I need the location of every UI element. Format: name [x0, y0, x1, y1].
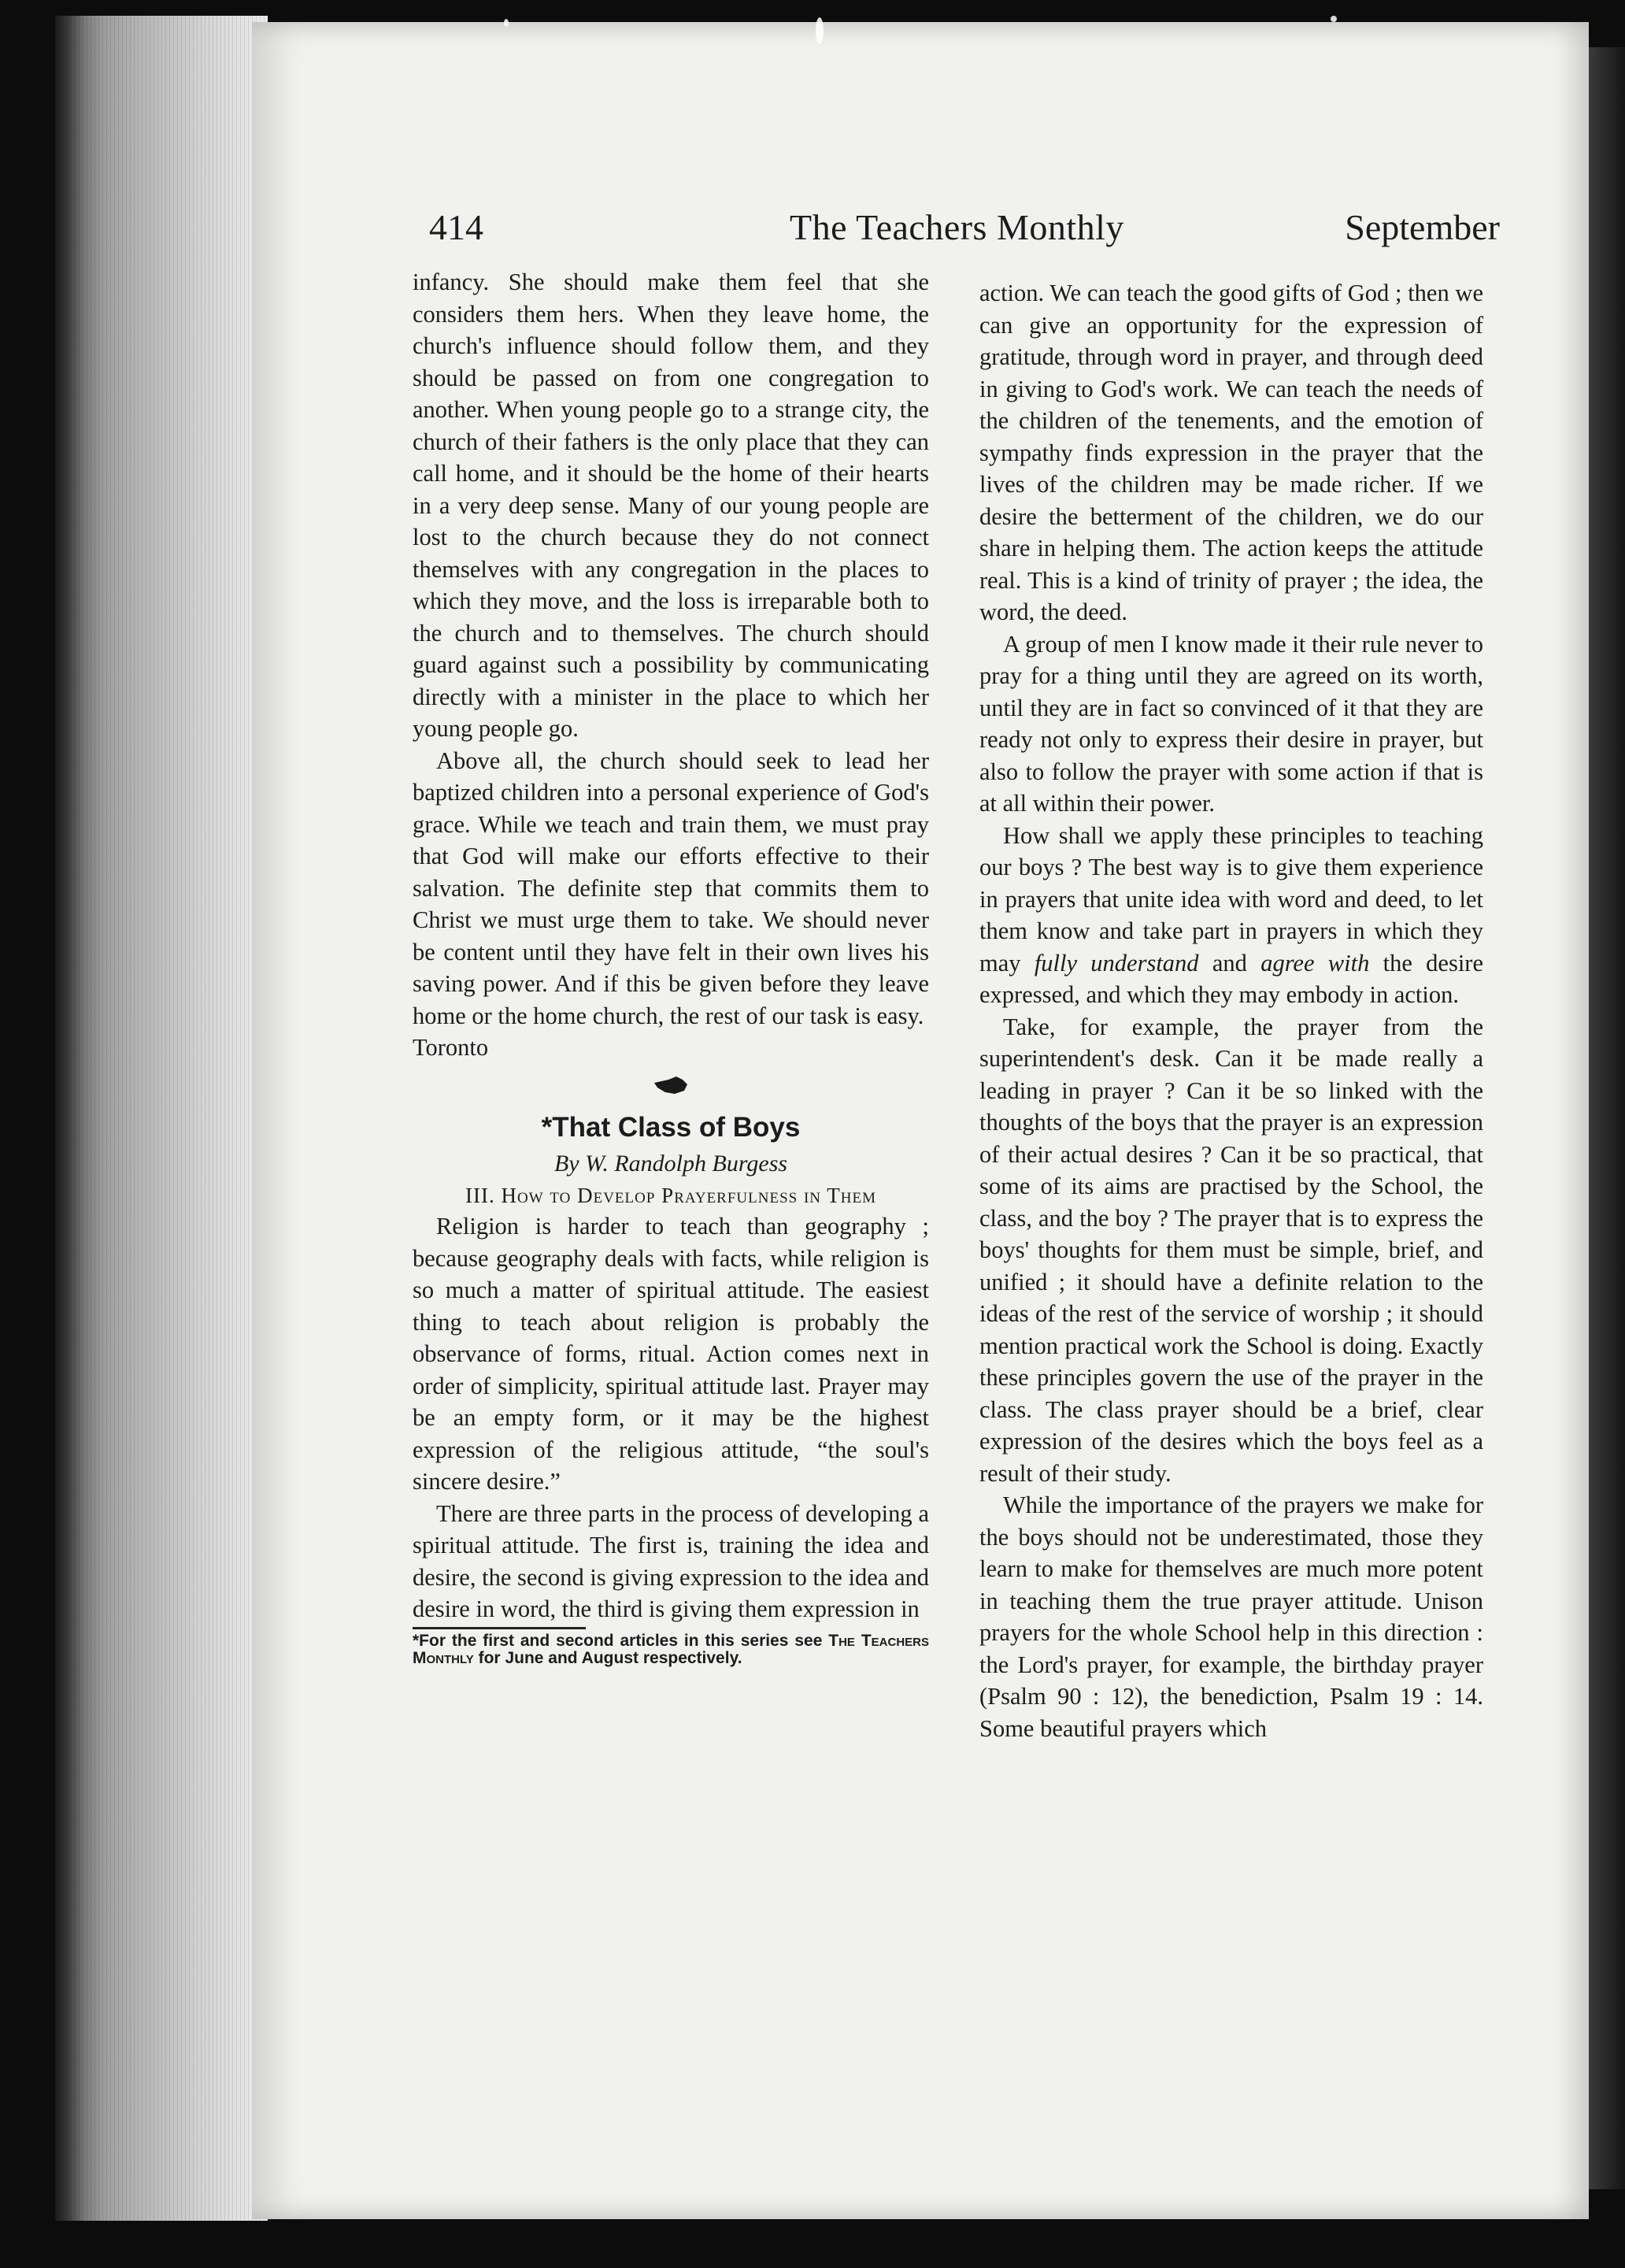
running-head	[429, 206, 1500, 254]
paragraph: Above all, the church should seek to lead her baptized children into a personal experience of God's grace. While we teach and train them, we must pray that God will make our efforts effective to their salvation. The definite step that commits them to Christ we must urge them to take. We should never be content until they have felt in their own lives his saving power. And if this be given before they leave home or the home church, the rest of our task is easy.	[413, 747, 929, 1029]
paragraph: Religion is harder to teach than geography ; because geography deals with facts, while religion is so much a matter of spiritual attitude. The easiest thing to teach about religion is probably the observance of forms, ritual. Action comes next in order of simplicity, spiritual attitude last. Prayer may be an empty form, or it may be the highest expression of the religious attitude, “the soul's sincere desire.”	[413, 1213, 929, 1495]
article-title: *That Class of Boys	[541, 1112, 801, 1143]
signoff-location: Toronto	[413, 1034, 489, 1061]
article-byline: By W. Randolph Burgess	[553, 1151, 788, 1177]
facing-page-edge	[1589, 47, 1625, 2189]
text-run: and	[1198, 949, 1261, 976]
left-column	[413, 266, 929, 1667]
paragraph: action. We can teach the good gifts of God ; then we can give an opportunity for the expression of gratitude, through word in prayer, and through deed in giving to God's work. We can teach the needs of the children of the tenements, and the emotion of sympathy finds expression in the prayer that the lives of the children may be made richer. If we desire the betterment of the children, we do our share in helping them. The action keeps the attitude real. This is a kind of trinity of prayer ; the idea, the word, the deed.	[979, 280, 1483, 625]
footnote-prefix: *For the first and second articles in this series see	[413, 1631, 829, 1650]
italic-phrase: fully understand	[1034, 949, 1199, 976]
text-run: the desire expressed, and which they may embody in action.	[979, 949, 1484, 1008]
page-number: 414	[429, 207, 483, 247]
paragraph: Take, for example, the prayer from the superintendent's desk. Can it be made really a leading in prayer ? Can it be so linked with the thoughts of the boys that the prayer is an expression of their actual desires ? Can it be so practical, that some of its aims are practised by the School, the class, and the boy ? The prayer that is to express the boys' thoughts for them must be simple, brief, and unified ; it should have a definite relation to the ideas of the rest of the service of worship ; it should mention practical work the School is doing. Exactly these principles govern the use of the prayer in the class. The class prayer should be a brief, clear expression of the desires which the boys feel as a result of their study.	[979, 1013, 1483, 1487]
book-page-edges	[55, 16, 268, 2221]
paragraph: While the importance of the prayers we make for the boys should not be underestimated, those they learn to make for themselves are much more potent in teaching them the true prayer attitude. Unison prayers for the whole School help in this direction : the Lord's prayer, for example, the birthday prayer (Psalm 90 : 12), the benediction, Psalm 19 : 14. Some beautiful prayers which	[979, 1492, 1483, 1742]
section-heading: III. How to Develop Prayerfulness in Them	[465, 1184, 876, 1207]
paragraph	[979, 820, 1483, 1011]
paragraph: A group of men I know made it their rule never to pray for a thing until they are agreed on its worth, until they are in fact so convinced of it that they are ready not only to express their desire in prayer, but also to follow the prayer with some action if that is at all within their power.	[979, 630, 1483, 817]
scan-artifact	[1331, 16, 1337, 22]
scan-artifact	[816, 17, 824, 44]
footnote	[413, 1632, 929, 1667]
paragraph: There are three parts in the process of developing a spiritual attitude. The first is, training the idea and desire, the second is giving expression to the idea and desire in word, the third is giving them expression in	[413, 1499, 929, 1622]
issue-month: September	[1345, 207, 1500, 247]
text-run: How shall we apply these principles to teaching our boys ? The best way is to give them experience in prayers that unite idea with word and deed, to let them know and take part in prayers in which they may	[979, 821, 1483, 976]
paragraph: infancy. She should make them feel that she considers them hers. When they leave home, the church's influence should follow them, and they should be passed on from one congregation to another. When young people go to a strange city, the church of their fathers is the only place that they can call home, and it should be the home of their hearts in a very deep sense. Many of our young people are lost to the church because they do not connect themselves with any congregation in the places to which they move, and the loss is irreparable both to the church and to themselves. The church should guard against such a possibility by communicating directly with a minister in the place to which her young people go.	[413, 269, 929, 742]
pointing-hand-ornament	[413, 1072, 929, 1104]
scan-artifact	[504, 19, 509, 27]
right-column	[979, 277, 1483, 1744]
footnote-journal: The Teachers Monthly	[413, 1631, 929, 1667]
journal-title: The Teachers Monthly	[790, 207, 1124, 247]
footnote-suffix: for June and August respectively.	[473, 1648, 742, 1667]
footnote-rule	[413, 1627, 586, 1629]
italic-phrase: agree with	[1260, 949, 1370, 976]
